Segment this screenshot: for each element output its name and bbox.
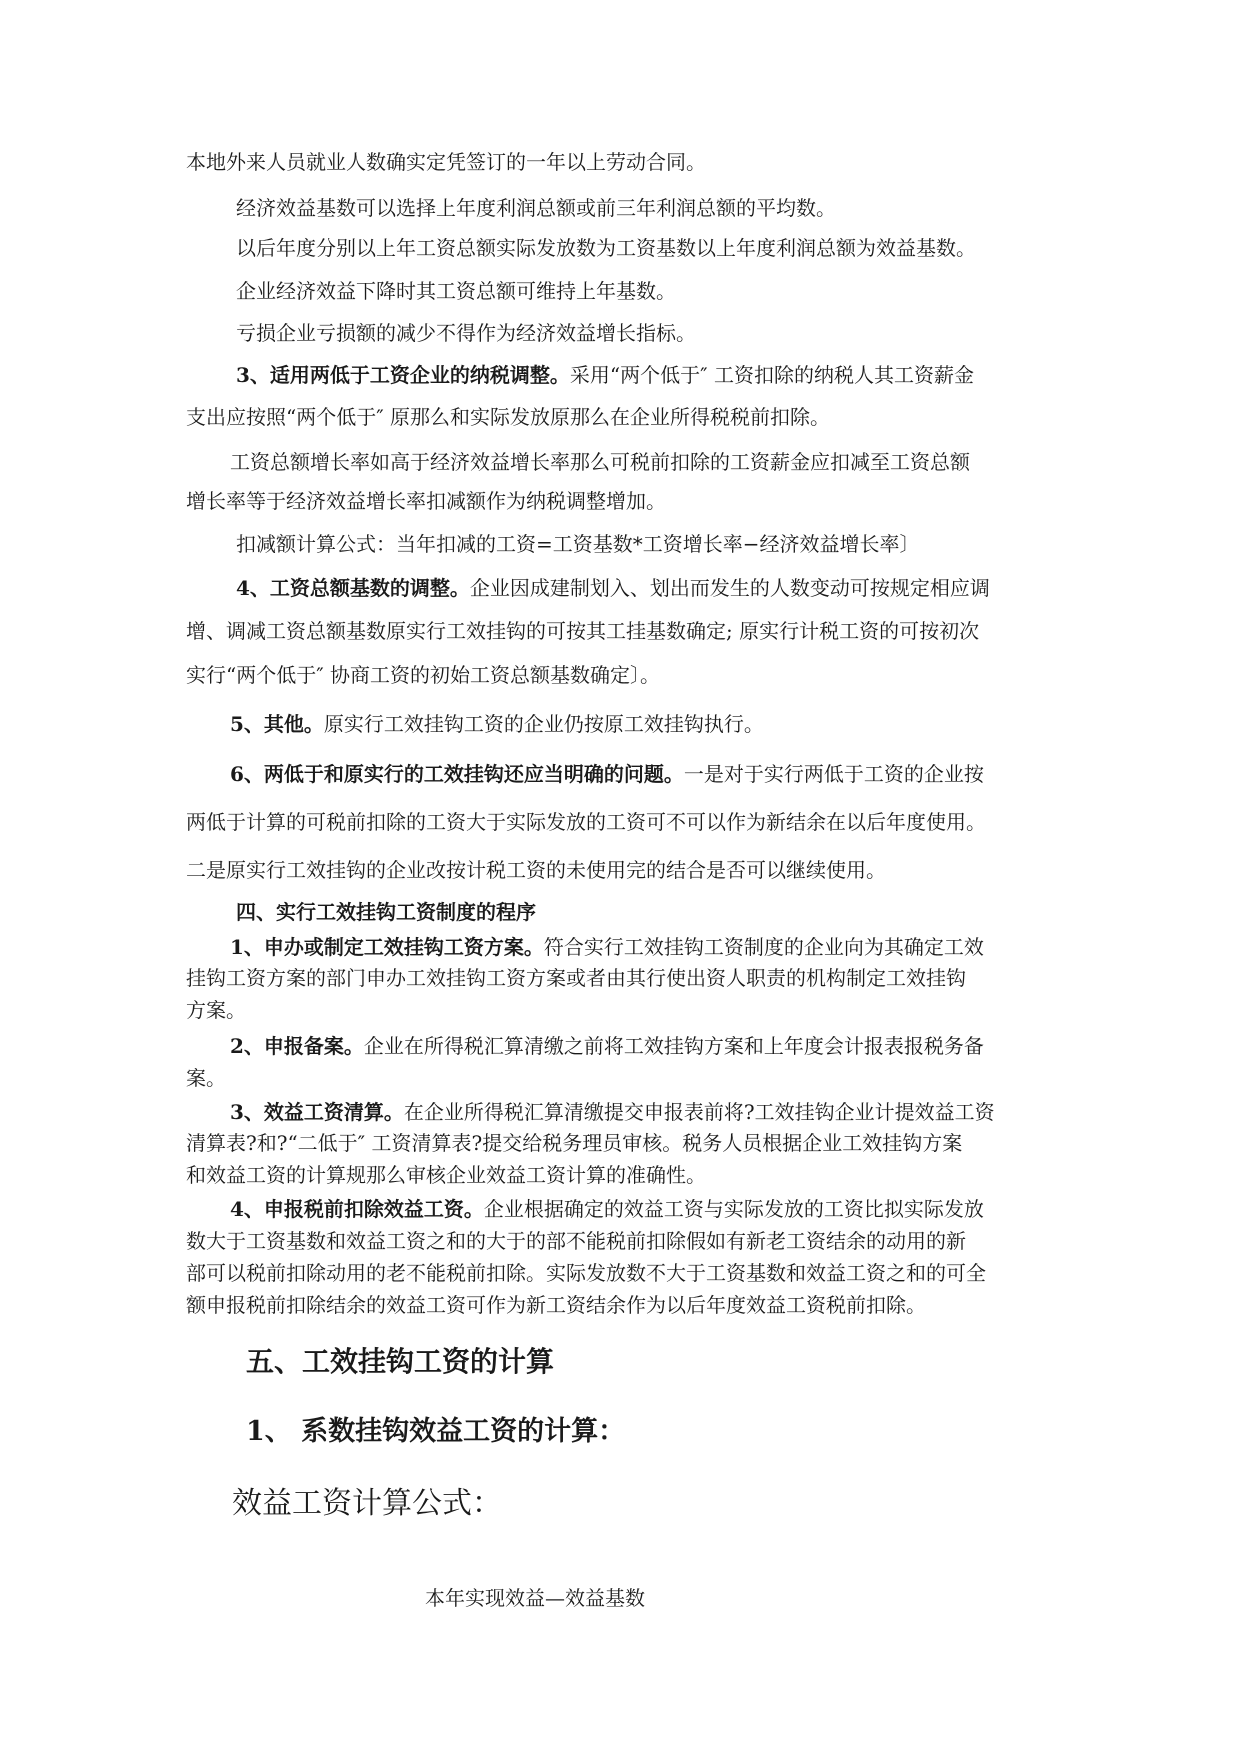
step-heading-4: 4、申报税前扣除效益工资。: [230, 1197, 484, 1221]
paragraph-line: 清算表?和?“二低于″ 工资清算表?提交给税务理员审核。税务人员根据企业工效挂钩方案: [186, 1131, 963, 1155]
paragraph-line: 本地外来人员就业人数确实定凭签订的一年以上劳动合同。: [186, 150, 706, 174]
paragraph-text: 在企业所得税汇算清缴提交申报表前将?工效挂钩企业计提效益工资: [403, 1100, 995, 1124]
paragraph-line: 实行“两个低于″ 协商工资的初始工资总额基数确定〕。: [186, 663, 661, 687]
paragraph-text: 企业在所得税汇算清缴之前将工效挂钩方案和上年度会计报表报税务备: [363, 1034, 984, 1058]
paragraph-line: [230, 1034, 984, 1058]
paragraph-line: 案。: [186, 1066, 226, 1090]
section-heading-4: 4、工资总额基数的调整。: [236, 576, 470, 600]
section-heading-3: 3、适用两低于工资企业的纳税调整。: [236, 363, 570, 387]
paragraph-line: [236, 363, 974, 387]
paragraph-text: 企业根据确定的效益工资与实际发放的工资比拟实际发放: [483, 1197, 984, 1221]
paragraph-line: 额申报税前扣除结余的效益工资可作为新工资结余作为以后年度效益工资税前扣除。: [186, 1293, 926, 1317]
paragraph-line: [230, 1100, 995, 1124]
paragraph-line: 二是原实行工效挂钩的企业改按计税工资的未使用完的结合是否可以继续使用。: [186, 858, 886, 882]
paragraph-line: 企业经济效益下降时其工资总额可维持上年基数。: [236, 279, 676, 303]
paragraph-line: 扣减额计算公式：当年扣减的工资=工资基数*工资增长率−经济效益增长率〕: [236, 532, 920, 556]
paragraph-text: 企业因成建制划入、划出而发生的人数变动可按规定相应调: [469, 576, 990, 600]
paragraph-line: 两低于计算的可税前扣除的工资大于实际发放的工资可不可以作为新结余在以后年度使用。: [186, 810, 986, 834]
paragraph-line: [230, 1197, 984, 1221]
formula-title: 效益工资计算公式：: [232, 1486, 502, 1521]
section-heading-procedure: 四、实行工效挂钩工资制度的程序: [236, 900, 536, 924]
paragraph-line: 挂钩工资方案的部门申办工效挂钩工资方案或者由其行使出资人职责的机构制定工效挂钩: [186, 966, 966, 990]
step-heading-1: 1、申办或制定工效挂钩工资方案。: [230, 935, 544, 959]
paragraph-line: 经济效益基数可以选择上年度利润总额或前三年利润总额的平均数。: [236, 196, 836, 220]
paragraph-line: 数大于工资基数和效益工资之和的大于的部不能税前扣除假如有新老工资结余的动用的新: [186, 1229, 966, 1253]
paragraph-line: 增、调减工资总额基数原实行工效挂钩的可按其工挂基数确定; 原实行计税工资的可按初次: [186, 619, 980, 643]
paragraph-line: 支出应按照“两个低于″ 原那么和实际发放原那么在企业所得税税前扣除。: [186, 405, 831, 429]
paragraph-text: 采用“两个低于″ 工资扣除的纳税人其工资薪金: [569, 363, 974, 387]
step-heading-3: 3、效益工资清算。: [230, 1100, 404, 1124]
paragraph-text: 原实行工效挂钩工资的企业仍按原工效挂钩执行。: [323, 712, 764, 736]
paragraph-line: [230, 712, 764, 736]
paragraph-line: [230, 935, 984, 959]
section-heading-5: 5、其他。: [230, 712, 324, 736]
paragraph-text: 符合实行工效挂钩工资制度的企业向为其确定工效: [543, 935, 984, 959]
paragraph-line: 方案。: [186, 998, 246, 1022]
section-heading-6: 6、两低于和原实行的工效挂钩还应当明确的问题。: [230, 762, 684, 786]
paragraph-line: [236, 576, 990, 600]
section-heading-5-title: 五、工效挂钩工资的计算: [246, 1345, 555, 1378]
subsection-heading: 1、 系数挂钩效益工资的计算：: [246, 1416, 626, 1447]
step-heading-2: 2、申报备案。: [230, 1034, 364, 1058]
paragraph-line: [230, 762, 984, 786]
paragraph-line: 工资总额增长率如高于经济效益增长率那么可税前扣除的工资薪金应扣减至工资总额: [230, 450, 970, 474]
paragraph-line: 亏损企业亏损额的减少不得作为经济效益增长指标。: [236, 321, 696, 345]
paragraph-line: 和效益工资的计算规那么审核企业效益工资计算的准确性。: [186, 1163, 706, 1187]
paragraph-line: 增长率等于经济效益增长率扣减额作为纳税调整增加。: [186, 489, 666, 513]
formula-numerator: 本年实现效益—效益基数: [425, 1586, 645, 1610]
paragraph-text: 一是对于实行两低于工资的企业按: [683, 762, 984, 786]
paragraph-line: 部可以税前扣除动用的老不能税前扣除。实际发放数不大于工资基数和效益工资之和的可全: [186, 1261, 986, 1285]
paragraph-line: 以后年度分别以上年工资总额实际发放数为工资基数以上年度利润总额为效益基数。: [236, 236, 976, 260]
